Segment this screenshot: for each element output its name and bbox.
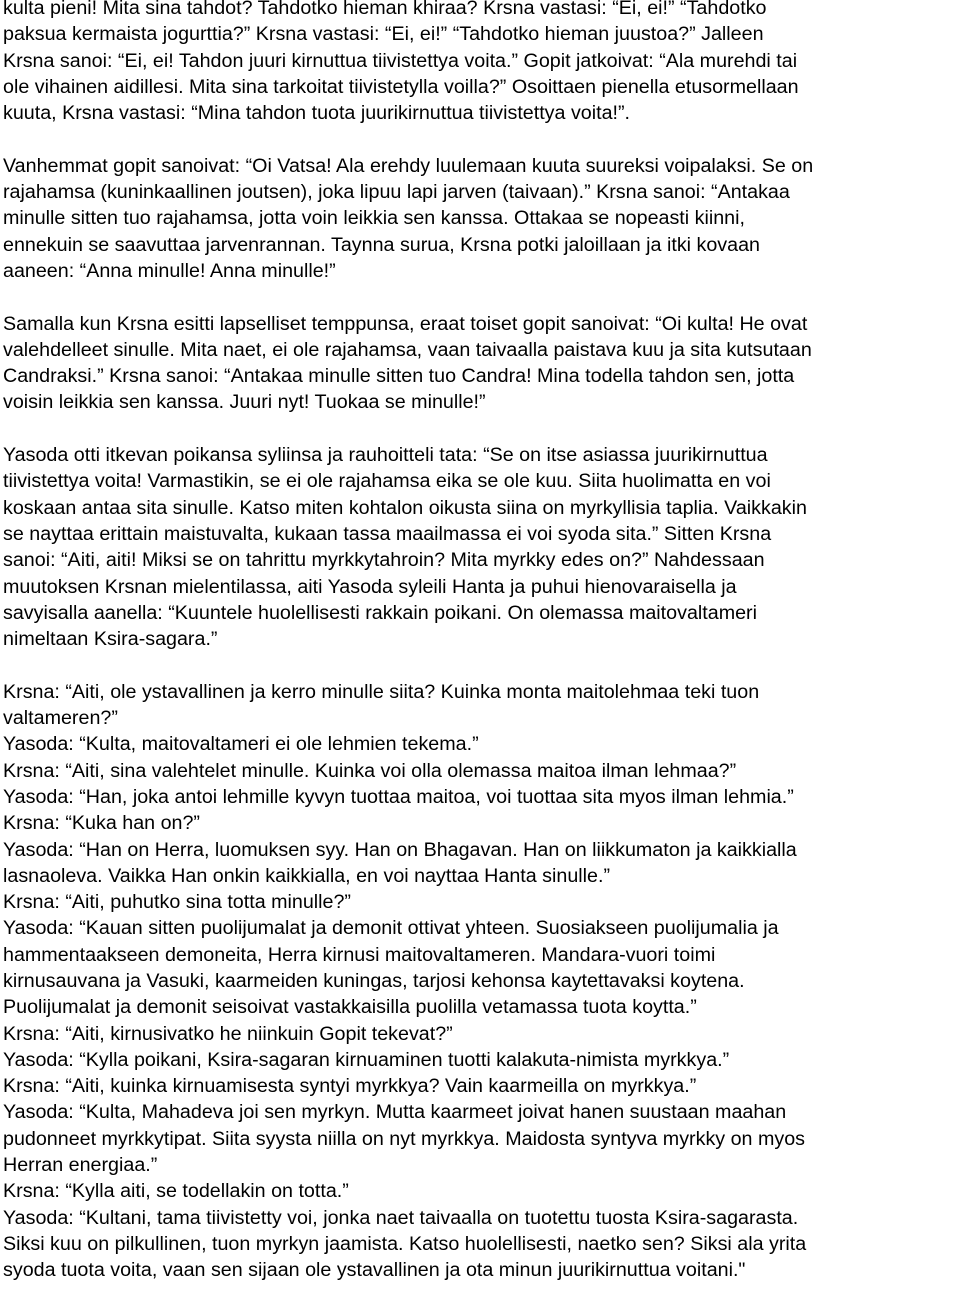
text-line: valehdelleet sinulle. Mita naet, ei ole rajahamsa, vaan taivaalla paistava kuu ja sita kutsutaan bbox=[3, 338, 812, 361]
text-line: Samalla kun Krsna esitti lapselliset temppunsa, eraat toiset gopit sanoivat: “Oi kulta! He ovat bbox=[3, 312, 808, 335]
text-line: Siksi kuu on pilkullinen, tuon myrkyn jaamista. Katso huolellisesti, naetko sen? Siksi ala yrita bbox=[3, 1232, 807, 1255]
text-line: Krsna sanoi: “Ei, ei! Tahdon juuri kirnuttua tiivistettya voita.” Gopit jatkoivat: “Ala murehdi tai bbox=[3, 49, 798, 72]
text-line: Krsna: “Aiti, kuinka kirnuamisesta syntyi myrkkya? Vain kaarmeilla on myrkkya.” bbox=[3, 1075, 697, 1098]
text-line: lasnaoleva. Vaikka Han onkin kaikkialla, en voi nayttaa Hanta sinulle.” bbox=[3, 864, 611, 887]
text-line: se nayttaa erittain maistuvalta, kukaan tassa maailmassa ei voi syoda sita.” Sitten Krsna bbox=[3, 522, 772, 545]
text-line: nimeltaan Ksira-sagara.” bbox=[3, 628, 218, 651]
text-line: koskaan antaa sita sinulle. Katso miten kohtalon oikusta siina on myrkyllisia taplia. Vaikkakin bbox=[3, 496, 807, 519]
text-line: paksua kermaista jogurttia?” Krsna vastasi: “Ei, ei!” “Tahdotko hieman juustoa?” Jalleen bbox=[3, 23, 764, 46]
text-line: Yasoda: “Kauan sitten puolijumalat ja demonit ottivat yhteen. Suosiakseen puolijumalia ja bbox=[3, 917, 779, 940]
text-line: pudonneet myrkkytipat. Siita syysta niilla on nyt myrkkya. Maidosta syntyva myrkky on myos bbox=[3, 1127, 806, 1150]
text-line: savyisalla aanella: “Kuuntele huolellisesti rakkain poikani. On olemassa maitovaltameri bbox=[3, 601, 757, 624]
text-line: Yasoda: “Han on Herra, luomuksen syy. Han on Bhagavan. Han on liikkumaton ja kaikkialla bbox=[3, 838, 797, 861]
text-line: rajahamsa (kuninkaallinen joutsen), joka lipuu lapi jarven (taivaan).” Krsna sanoi: “Antakaa bbox=[3, 181, 790, 204]
text-line: Puolijumalat ja demonit seisoivat vastakkaisilla puolilla vetamassa tuota koytta.” bbox=[3, 996, 697, 1019]
text-line: Krsna: “Aiti, puhutko sina totta minulle?” bbox=[3, 891, 351, 914]
text-line: Yasoda otti itkevan poikansa syliinsa ja rauhoitteli tata: “Se on itse asiassa juurikirnuttua bbox=[3, 444, 768, 467]
text-line: Vanhemmat gopit sanoivat: “Oi Vatsa! Ala erehdy luulemaan kuuta suureksi voipalaksi. Se on bbox=[3, 154, 814, 177]
text-line: Yasoda: “Kulta, maitovaltameri ei ole lehmien tekema.” bbox=[3, 733, 479, 756]
text-line: ennekuin se saavuttaa jarvenrannan. Taynna surua, Krsna potki jaloillaan ja itki kovaan bbox=[3, 233, 760, 256]
text-line: Krsna: “Kylla aiti, se todellakin on totta.” bbox=[3, 1180, 349, 1203]
paragraph bbox=[3, 0, 959, 126]
text-line: kuuta, Krsna vastasi: “Mina tahdon tuota juurikirnuttua tiivistettya voita!”. bbox=[3, 102, 631, 125]
text-line: kirnusauvana ja Vasuki, kaarmeiden kuningas, tarjosi kehonsa kaytettavaksi koytena. bbox=[3, 969, 745, 992]
text-line: Yasoda: “Kulta, Mahadeva joi sen myrkyn. Mutta kaarmeet joivat hanen suustaan maahan bbox=[3, 1101, 787, 1124]
text-line: Candraksi.” Krsna sanoi: “Antakaa minulle sitten tuo Candra! Mina todella tahdon sen, jotta bbox=[3, 365, 795, 388]
paragraph bbox=[3, 679, 959, 1284]
text-line: Yasoda: “Kylla poikani, Ksira-sagaran kirnuaminen tuotti kalakuta-nimista myrkkya.” bbox=[3, 1048, 730, 1071]
text-line: sanoi: “Aiti, aiti! Miksi se on tahrittu myrkkytahroin? Mita myrkky edes on?” Nahdessaan bbox=[3, 549, 765, 572]
text-line: aaneen: “Anna minulle! Anna minulle!” bbox=[3, 259, 336, 282]
text-line: ole vihainen aidillesi. Mita sina tarkoitat tiivistetylla voilla?” Osoittaen pienella etusormellaan bbox=[3, 75, 799, 98]
text-line: voisin leikkia sen kanssa. Juuri nyt! Tuokaa se minulle!” bbox=[3, 391, 486, 414]
paragraph bbox=[3, 311, 959, 416]
document-page bbox=[3, 0, 959, 1310]
text-line: syoda tuota voita, vaan sen sijaan ole ystavallinen ja ota minun juurikirnuttua voitani." bbox=[3, 1259, 746, 1282]
text-line: Yasoda: “Han, joka antoi lehmille kyvyn tuottaa maitoa, voi tuottaa sita myos ilman lehmia.” bbox=[3, 785, 794, 808]
paragraph bbox=[3, 442, 959, 652]
text-line: minulle sitten tuo rajahamsa, jotta voin leikkia sen kanssa. Ottakaa se nopeasti kiinni, bbox=[3, 207, 745, 230]
text-line: Yasoda: “Kultani, tama tiivistetty voi, jonka naet taivaalla on tuotettu tuosta Ksira-sagarasta. bbox=[3, 1206, 799, 1229]
text-line: tiivistettya voita! Varmastikin, se ei ole rajahamsa eika se ole kuu. Siita huolimatta en voi bbox=[3, 470, 771, 493]
text-line: Herran energiaa.” bbox=[3, 1154, 158, 1177]
text-line: Krsna: “Kuka han on?” bbox=[3, 812, 200, 835]
text-line: Krsna: “Aiti, ole ystavallinen ja kerro minulle siita? Kuinka monta maitolehmaa teki tuon bbox=[3, 680, 760, 703]
text-line: Krsna: “Aiti, kirnusivatko he niinkuin Gopit tekevat?” bbox=[3, 1022, 453, 1045]
text-line: hammentaakseen demoneita, Herra kirnusi maitovaltameren. Mandara-vuori toimi bbox=[3, 943, 716, 966]
text-line: kulta pieni! Mita sina tahdot? Tahdotko hieman khiraa? Krsna vastasi: “Ei, ei!” “Tahdotko bbox=[3, 0, 767, 19]
text-line: valtameren?” bbox=[3, 707, 118, 730]
paragraph bbox=[3, 153, 959, 284]
text-line: Krsna: “Aiti, sina valehtelet minulle. Kuinka voi olla olemassa maitoa ilman lehmaa?” bbox=[3, 759, 737, 782]
text-line: muutoksen Krsnan mielentilassa, aiti Yasoda syleili Hanta ja puhui hienovaraisella ja bbox=[3, 575, 737, 598]
